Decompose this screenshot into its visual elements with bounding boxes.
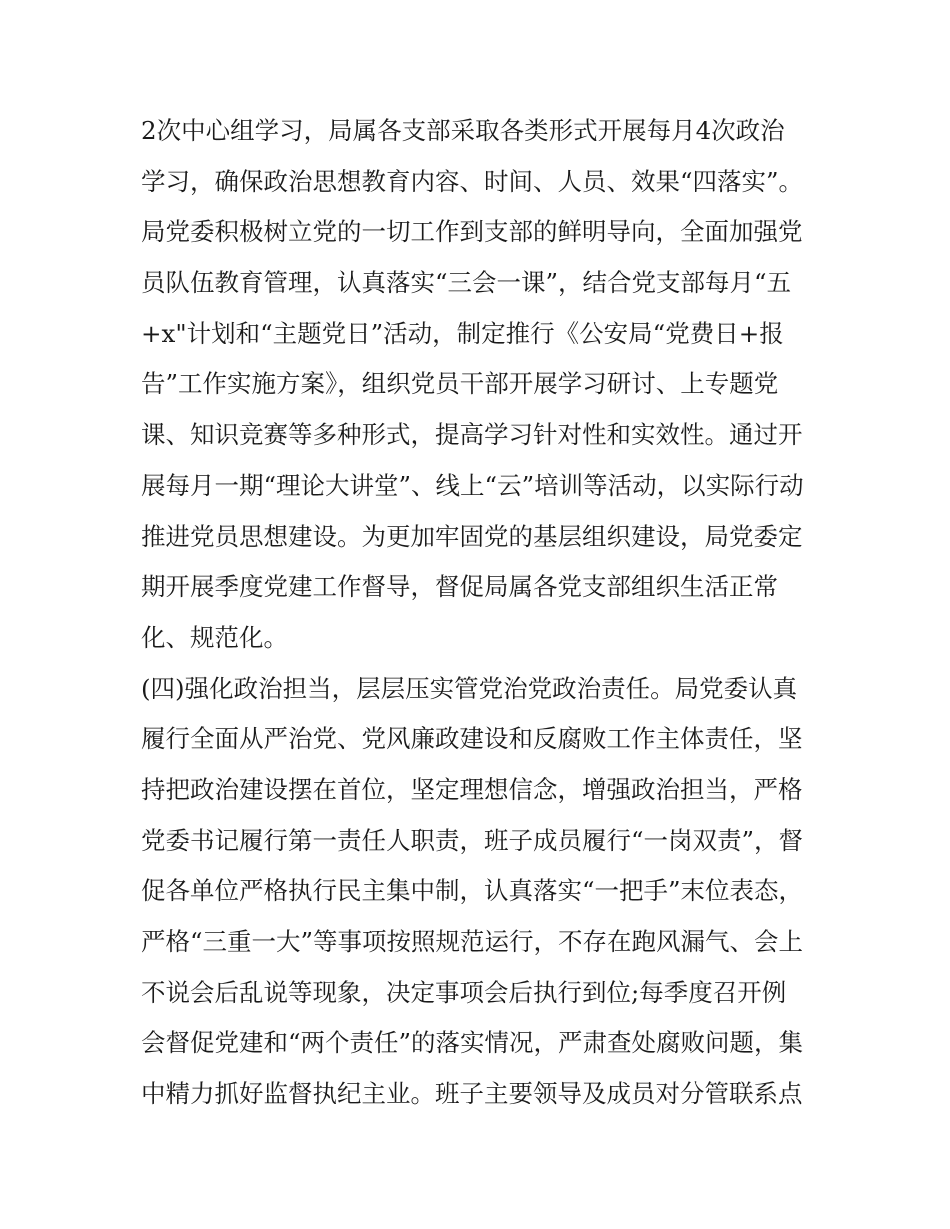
text-line-7: 课、知识竞赛等多种形式，提高学习针对性和实效性。通过开 xyxy=(141,420,803,450)
text-line-20: 中精力抓好监督执纪主业。班子主要领导及成员对分管联系点 xyxy=(141,1079,803,1109)
text-line-13: 履行全面从严治党、党风廉政建设和反腐败工作主体责任，坚 xyxy=(141,724,803,754)
text-line-19: 会督促党建和“两个责任”的落实情况，严肃查处腐败问题，集 xyxy=(141,1028,804,1058)
section-heading-line: (四)强化政治担当，层层压实管党治党政治责任。局党委认真 xyxy=(141,673,798,703)
text-line-4: 员队伍教育管理，认真落实“三会一课”，结合党支部每月“五 xyxy=(141,268,792,298)
text-line-6: 告”工作实施方案》，组织党员干部开展学习研讨、上专题党 xyxy=(141,369,779,399)
text-line-10: 期开展季度党建工作督导，督促局属各党支部组织生活正常 xyxy=(141,572,778,602)
text-line-16: 促各单位严格执行民主集中制，认真落实“一把手”末位表态， xyxy=(141,876,804,906)
text-line-17: 严格“三重一大”等事项按照规范运行，不存在跑风漏气、会上 xyxy=(141,927,804,956)
text-line-5: +x"计划和“主题党日”活动，制定推行《公安局“党费日+报 xyxy=(141,318,784,348)
text-line-2: 学习，确保政治思想教育内容、时间、人员、效果“四落实”。 xyxy=(141,166,804,196)
text-line-15: 党委书记履行第一责任人职责，班子成员履行“一岗双责”，督 xyxy=(141,825,804,855)
text-line-14: 持把政治建设摆在首位，坚定理想信念，增强政治担当，严格 xyxy=(141,774,803,804)
body-text xyxy=(141,106,821,1120)
text-line-11: 化、规范化。 xyxy=(141,622,288,652)
text-line-18: 不说会后乱说等现象，决定事项会后执行到位;每季度召开例 xyxy=(141,977,787,1007)
text-line-1: 2次中心组学习，局属各支部采取各类形式开展每月4次政治 xyxy=(141,116,785,145)
text-line-3: 局党委积极树立党的一切工作到支部的鲜明导向，全面加强党 xyxy=(141,217,803,247)
text-line-8: 展每月一期“理论大讲堂”、线上“云”培训等活动，以实际行动 xyxy=(141,470,804,500)
text-line-9: 推进党员思想建设。为更加牢固党的基层组织建设，局党委定 xyxy=(141,521,803,551)
